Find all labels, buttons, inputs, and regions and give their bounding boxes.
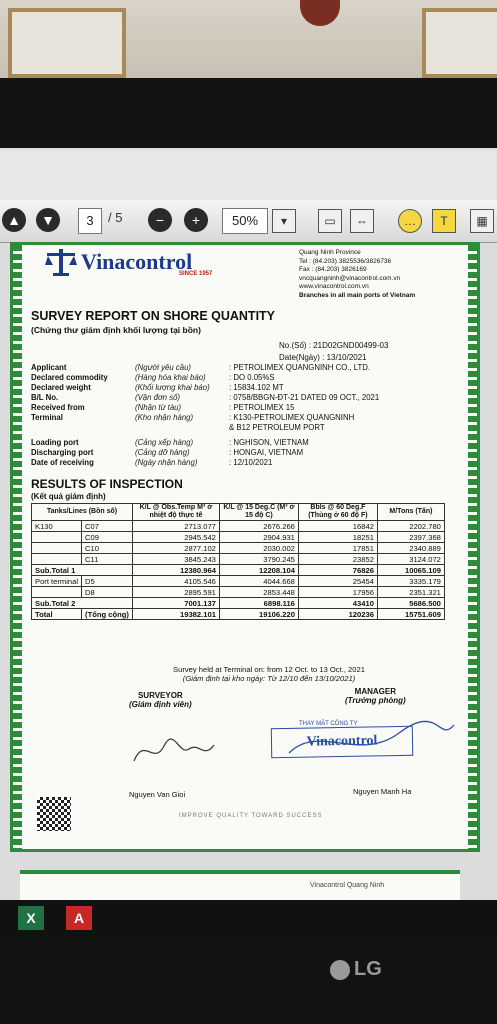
field-label-vn: (Người yêu cầu) <box>135 363 192 372</box>
contact-line: www.vinacontrol.com.vn <box>299 283 369 290</box>
field-value: : PETROLIMEX 15 <box>229 403 295 412</box>
table-row <box>32 609 445 620</box>
page-border-right <box>468 245 477 849</box>
surveyor-block <box>129 691 192 709</box>
cell-bbls: 120236 <box>298 609 377 620</box>
results-title: RESULTS OF INSPECTION <box>31 477 183 491</box>
cell-bbls: 16842 <box>298 521 377 532</box>
row-group <box>32 587 82 598</box>
cell-mt: 3335.179 <box>377 576 444 587</box>
contact-block <box>299 249 415 300</box>
field-label: Applicant <box>31 363 67 372</box>
cell-bbls: 17956 <box>298 587 377 598</box>
table-row <box>32 598 445 609</box>
field-value: : 12/10/2021 <box>229 458 273 467</box>
field-label-vn: (Khối lượng khai báo) <box>135 383 210 392</box>
table-row <box>32 554 445 565</box>
arrow-down-icon[interactable]: ▼ <box>36 208 60 232</box>
table-header: Bbls @ 60 Deg.F (Thùng ở 60 độ F) <box>298 504 377 521</box>
cell-obs: 2945.542 <box>132 532 219 543</box>
field-label: Terminal <box>31 413 63 422</box>
cell-k15: 3790.245 <box>219 554 298 565</box>
page-border-left <box>13 245 22 849</box>
cell-obs: 3845.243 <box>132 554 219 565</box>
field-label-vn: (Nhận từ tàu) <box>135 403 182 412</box>
company-stamp: Vinacontrol <box>271 726 414 758</box>
field-value: : NGHISON, VIETNAM <box>229 438 309 447</box>
row-tank: (Tổng cộng) <box>82 609 133 620</box>
field-value: : PETROLIMEX QUANGNINH CO., LTD. <box>229 363 371 372</box>
cell-obs: 2713.077 <box>132 521 219 532</box>
pdf-icon[interactable]: A <box>66 906 92 930</box>
report-subtitle: (Chứng thư giám định khối lượng tại bồn) <box>31 325 201 335</box>
table-row <box>32 521 445 532</box>
cell-k15: 6898.116 <box>219 598 298 609</box>
background-wall <box>0 0 497 78</box>
field-value: : HONGAI, VIETNAM <box>229 448 304 457</box>
wall-lamp <box>300 0 340 26</box>
zoom-out-icon[interactable]: − <box>148 208 172 232</box>
surveyor-signature <box>129 731 219 771</box>
field-label-vn: (Cảng dỡ hàng) <box>135 448 190 457</box>
contact-line: Quang Ninh Province <box>299 249 361 256</box>
cell-k15: 19106.220 <box>219 609 298 620</box>
cell-bbls: 25454 <box>298 576 377 587</box>
row-group: Port terminal <box>32 576 82 587</box>
viewer-top-area <box>0 150 497 200</box>
row-label: Sub.Total 1 <box>32 565 133 576</box>
table-body <box>32 521 445 620</box>
surveyor-name: Nguyen Van Gioi <box>129 790 186 799</box>
field-label-vn: (Vận đơn số) <box>135 393 181 402</box>
cell-mt: 2351.321 <box>377 587 444 598</box>
manager-label: MANAGER <box>354 687 397 696</box>
tools-icon[interactable]: ▦ <box>470 209 494 233</box>
chevron-down-icon[interactable]: ▾ <box>272 209 296 233</box>
comment-icon[interactable]: … <box>398 209 422 233</box>
cell-bbls: 23852 <box>298 554 377 565</box>
highlight-icon[interactable]: T <box>432 209 456 233</box>
row-tank: D5 <box>82 576 133 587</box>
field-label-vn: (Ngày nhận hàng) <box>135 458 198 467</box>
company-logo: Vinacontrol <box>81 249 193 274</box>
field-label: Discharging port <box>31 448 94 457</box>
cell-k15: 2904.931 <box>219 532 298 543</box>
next-page-text: Vinacontrol Quang Ninh <box>310 882 385 889</box>
cell-mt: 2202.780 <box>377 521 444 532</box>
survey-held-note <box>149 665 389 683</box>
row-group: Total <box>32 609 82 620</box>
table-row <box>32 587 445 598</box>
contact-line: Tel : (84.203) 3825536/3826736 <box>299 257 392 265</box>
table-header: K/L @ 15 Deg.C (M³ ở 15 độ C) <box>219 504 298 521</box>
manager-name: Nguyen Manh Ha <box>353 787 412 796</box>
row-tank: C11 <box>82 554 133 565</box>
zoom-in-icon[interactable]: + <box>184 208 208 232</box>
field-label: Loading port <box>31 438 79 447</box>
contact-line: Branches in all main ports of Vietnam <box>299 291 416 299</box>
manager-block <box>345 687 406 705</box>
field-label-vn: (Cảng xếp hàng) <box>135 438 194 447</box>
table-row <box>32 532 445 543</box>
contact-line: vncquangninh@vinacontrol.com.vn <box>299 274 401 282</box>
footer-tagline: IMPROVE QUALITY TOWARD SUCCESS <box>179 813 323 819</box>
table-header: M/Tons (Tấn) <box>377 504 444 521</box>
table-row <box>32 565 445 576</box>
cell-mt: 2340.889 <box>377 543 444 554</box>
page-number-input[interactable]: 3 <box>78 208 102 234</box>
results-subtitle: (Kết quả giám định) <box>31 492 106 501</box>
field-label: B/L No. <box>31 393 59 402</box>
held-text-vn: (Giám định tại kho ngày: Từ 12/10 đến 13/10/2021) <box>182 674 356 683</box>
field-value: & B12 PETROLEUM PORT <box>229 423 325 432</box>
results-table <box>31 503 445 620</box>
field-value: : DO 0.05%S <box>229 373 275 382</box>
cell-mt: 10065.109 <box>377 565 444 576</box>
field-label: Declared weight <box>31 383 91 392</box>
field-label: Received from <box>31 403 85 412</box>
surveyor-label: SURVEYOR <box>137 691 183 700</box>
monitor-brand <box>330 958 382 981</box>
field-label: Declared commodity <box>31 373 108 382</box>
fit-page-icon[interactable]: ▭ <box>318 209 342 233</box>
pdf-toolbar <box>0 200 497 243</box>
cell-k15: 2030.002 <box>219 543 298 554</box>
row-group <box>32 543 82 554</box>
wall-picture-frame <box>8 8 126 78</box>
page-total: / 5 <box>108 210 123 225</box>
cell-bbls: 18251 <box>298 532 377 543</box>
surveyor-label-vn: (Giám định viên) <box>129 700 192 709</box>
field-value: : 0758/BBGN-ĐT-21 DATED 09 OCT., 2021 <box>229 393 380 402</box>
cell-mt: 3124.072 <box>377 554 444 565</box>
row-tank: C07 <box>82 521 133 532</box>
cell-mt: 2397.368 <box>377 532 444 543</box>
manager-signature <box>279 713 459 773</box>
cell-obs: 2895.591 <box>132 587 219 598</box>
cell-obs: 12380.964 <box>132 565 219 576</box>
report-date: Date(Ngày) : 13/10/2021 <box>279 353 367 362</box>
field-label: Date of receiving <box>31 458 94 467</box>
field-value: : K130-PETROLIMEX QUANGNINH <box>229 413 355 422</box>
cell-k15: 2853.448 <box>219 587 298 598</box>
cell-obs: 19382.101 <box>132 609 219 620</box>
cell-k15: 4044.668 <box>219 576 298 587</box>
row-group: K130 <box>32 521 82 532</box>
excel-icon[interactable]: X <box>18 906 44 930</box>
cell-obs: 4105.546 <box>132 576 219 587</box>
held-text: Survey held at Terminal on: from 12 Oct. to 13 Oct., 2021 <box>173 665 365 674</box>
cell-obs: 2877.102 <box>132 543 219 554</box>
row-group <box>32 532 82 543</box>
row-tank: D8 <box>82 587 133 598</box>
cell-mt: 5686.500 <box>377 598 444 609</box>
cell-mt: 15751.609 <box>377 609 444 620</box>
document-page <box>10 242 480 852</box>
report-number: No.(Số) : 21D02GND00499-03 <box>279 341 389 350</box>
cell-bbls: 76826 <box>298 565 377 576</box>
wall-picture-frame <box>422 8 497 78</box>
field-label-vn: (Hàng hóa khai báo) <box>135 373 206 382</box>
row-tank: C10 <box>82 543 133 554</box>
cell-k15: 2676.266 <box>219 521 298 532</box>
cell-bbls: 43410 <box>298 598 377 609</box>
stamp-top-text: THAY MẶT CÔNG TY <box>299 721 358 727</box>
row-group <box>32 554 82 565</box>
report-title: SURVEY REPORT ON SHORE QUANTITY <box>31 309 276 323</box>
table-header: K/L @ Obs.Temp M³ ở nhiệt độ thực tế <box>132 504 219 521</box>
manager-label-vn: (Trưởng phòng) <box>345 696 406 705</box>
fit-width-icon[interactable]: ⇔ <box>350 209 374 233</box>
since-label: SINCE 1957 <box>179 271 213 277</box>
cell-bbls: 17851 <box>298 543 377 554</box>
cell-k15: 12208.104 <box>219 565 298 576</box>
row-tank: C09 <box>82 532 133 543</box>
table-header: Tanks/Lines (Bồn số) <box>32 504 133 521</box>
qr-code <box>37 797 71 831</box>
zoom-level-select[interactable]: 50% <box>222 208 268 234</box>
field-value: : 15834.102 MT <box>229 383 284 392</box>
contact-line: Fax : (84.203) 3826169 <box>299 266 367 273</box>
brand-text: LG <box>354 958 382 980</box>
table-row <box>32 576 445 587</box>
row-label: Sub.Total 2 <box>32 598 133 609</box>
cell-obs: 7001.137 <box>132 598 219 609</box>
scales-logo-icon <box>45 247 77 277</box>
field-label-vn: (Kho nhận hàng) <box>135 413 194 422</box>
arrow-up-icon[interactable]: ▲ <box>2 208 26 232</box>
table-row <box>32 543 445 554</box>
